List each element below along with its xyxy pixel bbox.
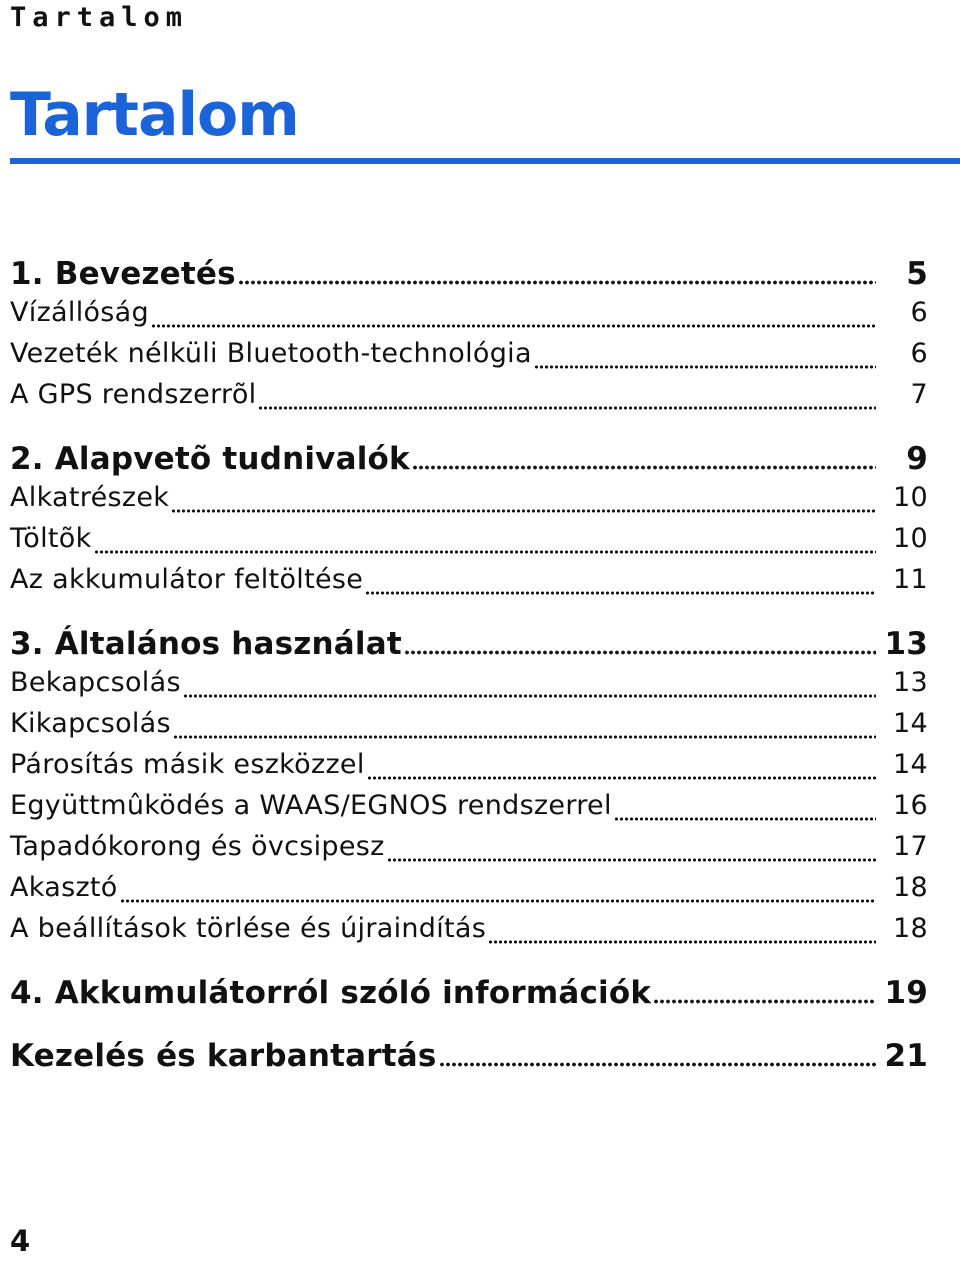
toc-entry[interactable] [10, 564, 928, 605]
toc-entry-label: Az akkumulátor feltöltése [10, 564, 364, 595]
toc-page-number: 13 [893, 667, 928, 698]
toc-entry[interactable] [10, 749, 928, 790]
toc-page-number: 16 [893, 790, 928, 821]
toc-chapter-label: Kezelés és karbantartás [10, 1038, 437, 1074]
toc-entry[interactable] [10, 790, 928, 831]
dot-leader [404, 650, 876, 655]
toc-entry-label: Kikapcsolás [10, 708, 171, 739]
toc-page-number: 21 [884, 1038, 928, 1074]
dot-leader [151, 324, 876, 328]
toc-entry[interactable] [10, 872, 928, 913]
toc-section-3 [10, 626, 928, 954]
dot-leader [614, 817, 876, 821]
dot-leader [367, 776, 876, 780]
dot-leader [365, 591, 876, 595]
dot-leader [534, 365, 876, 369]
toc-page-number: 18 [893, 872, 928, 903]
toc-chapter-label: 3. Általános használat [10, 626, 402, 662]
toc-entry-label: Együttmûködés a WAAS/EGNOS rendszerrel [10, 790, 612, 821]
toc-section-2 [10, 441, 928, 605]
toc-entry-label: Alkatrészek [10, 482, 170, 513]
toc-entry-label: Vízállóság [10, 297, 149, 328]
dot-leader [171, 509, 876, 513]
toc-entry[interactable] [10, 482, 928, 523]
dot-leader [173, 735, 876, 739]
dot-leader [183, 694, 876, 698]
dot-leader [387, 858, 876, 862]
toc-chapter[interactable] [10, 441, 928, 482]
toc-page-number: 6 [910, 297, 928, 328]
toc-page-number: 5 [906, 256, 928, 292]
dot-leader [653, 999, 876, 1004]
toc-entry-label: Párosítás másik eszközzel [10, 749, 365, 780]
dot-leader [488, 940, 876, 944]
toc-entry-label: A GPS rendszerrõl [10, 379, 257, 410]
toc-entry-label: Tapadókorong és övcsipesz [10, 831, 385, 862]
toc-chapter[interactable] [10, 975, 928, 1016]
running-header: Tartalom [10, 2, 189, 33]
toc-page-number: 14 [893, 708, 928, 739]
toc-page-number: 10 [893, 523, 928, 554]
toc-chapter[interactable] [10, 626, 928, 667]
toc-chapter[interactable] [10, 256, 928, 297]
dot-leader [94, 550, 876, 554]
toc-chapter-label: 4. Akkumulátorról szóló információk [10, 975, 652, 1011]
toc-section-4 [10, 975, 928, 1016]
page-number: 4 [10, 1224, 31, 1258]
dot-leader [439, 1062, 876, 1067]
toc-page-number: 11 [893, 564, 928, 595]
dot-leader [120, 899, 876, 903]
table-of-contents [10, 256, 928, 1100]
toc-page-number: 6 [910, 338, 928, 369]
toc-entry[interactable] [10, 338, 928, 379]
toc-entry[interactable] [10, 523, 928, 564]
toc-chapter-label: 2. Alapvetõ tudnivalók [10, 441, 410, 477]
page-title: Tartalom [10, 80, 299, 150]
toc-section-5 [10, 1038, 928, 1079]
toc-entry[interactable] [10, 913, 928, 954]
toc-entry-label: Bekapcsolás [10, 667, 181, 698]
toc-page-number: 14 [893, 749, 928, 780]
title-rule [10, 158, 960, 164]
toc-entry-label: Akasztó [10, 872, 118, 903]
toc-page-number: 18 [893, 913, 928, 944]
toc-entry[interactable] [10, 297, 928, 338]
toc-page-number: 19 [884, 975, 928, 1011]
toc-chapter-label: 1. Bevezetés [10, 256, 236, 292]
dot-leader [238, 280, 876, 285]
toc-page-number: 10 [893, 482, 928, 513]
toc-page-number: 9 [906, 441, 928, 477]
toc-entry-label: Töltõk [10, 523, 92, 554]
toc-entry-label: Vezeték nélküli Bluetooth-technológia [10, 338, 532, 369]
toc-entry[interactable] [10, 379, 928, 420]
toc-chapter[interactable] [10, 1038, 928, 1079]
toc-page-number: 17 [893, 831, 928, 862]
dot-leader [412, 465, 876, 470]
toc-page-number: 7 [910, 379, 928, 410]
toc-page-number: 13 [884, 626, 928, 662]
dot-leader [258, 406, 876, 410]
toc-entry[interactable] [10, 708, 928, 749]
toc-entry[interactable] [10, 667, 928, 708]
toc-entry-label: A beállítások törlése és újraindítás [10, 913, 487, 944]
toc-entry[interactable] [10, 831, 928, 872]
toc-section-1 [10, 256, 928, 420]
